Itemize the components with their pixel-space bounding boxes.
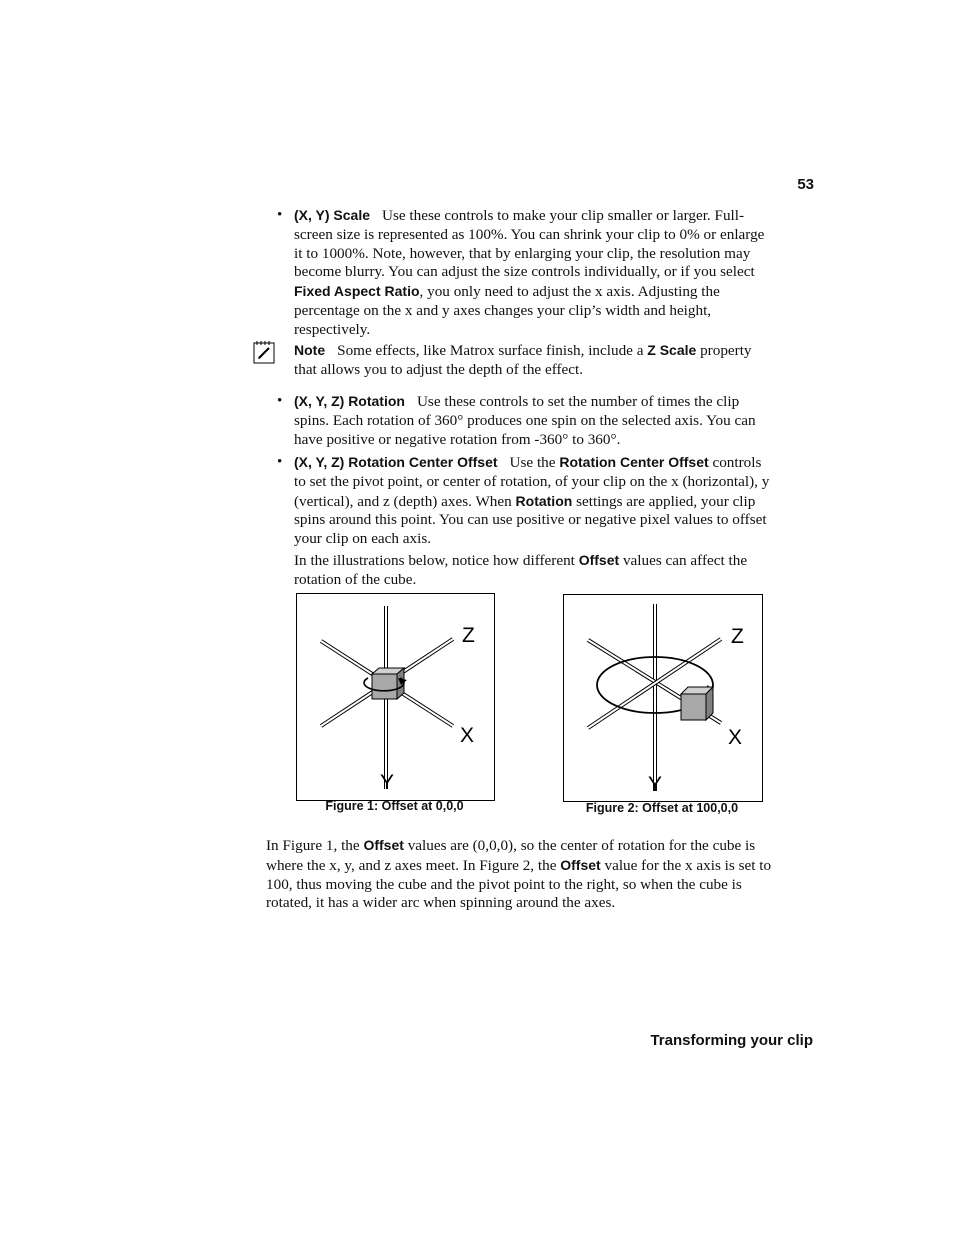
- figure-1-caption: Figure 1: Offset at 0,0,0: [325, 799, 464, 813]
- closing-term: Offset: [363, 837, 404, 853]
- bullet-rotation-center-offset: [277, 453, 772, 549]
- bullet-text: , you only need to adjust the x axis. Adjusting the percentage on the x and y axes changes your clip’s width and height, respectively.: [294, 283, 720, 338]
- bullet-text: controls to set the pivot point, or center of rotation, of your clip on the x (horizontal), y (vertical), and z (depth) axes. When: [294, 454, 770, 510]
- axis-label-z: Z: [462, 624, 475, 647]
- bullet-text: Use the: [509, 454, 560, 471]
- closing-term: Offset: [560, 856, 601, 873]
- note-pencil-icon: [253, 340, 275, 364]
- intro-term: Offset: [578, 552, 620, 568]
- bullet-mark: •: [277, 392, 283, 409]
- cube: [681, 687, 713, 720]
- intro-text: values can affect the rotation of the cube.: [294, 552, 748, 588]
- bullet-term: Fixed Aspect Ratio: [294, 283, 420, 300]
- bullet-term: Rotation: [515, 492, 573, 509]
- note: [294, 341, 772, 380]
- page-number: 53: [797, 176, 814, 193]
- closing-text: In Figure 1, the: [266, 837, 364, 854]
- note-text: property that allows you to adjust the depth of the effect.: [294, 342, 752, 378]
- bullet-lead: (X, Y, Z) Rotation: [294, 393, 405, 409]
- figure-1: [296, 593, 495, 801]
- page-footer: Transforming your clip: [650, 1032, 813, 1049]
- bullet-text: Use these controls to make your clip smaller or larger. Full-screen size is represented as 100%. You can shrink your clip to 0% or enlarge it to 1000%. Note, however, that by enlarging your clip, the resolution may become blurry. You can adjust the size controls individually, or if you select: [294, 207, 765, 281]
- closing-text: value for the x axis is set to 100, thus moving the cube and the pivot point to the right, so when the cube is rotated, it has a wider arc when spinning around the axes.: [266, 856, 772, 912]
- bullet-xy-scale: [277, 206, 772, 340]
- bullet-mark: •: [277, 453, 283, 470]
- note-label: Note: [294, 342, 326, 358]
- figure-2: [563, 594, 763, 802]
- axis-label-y: Y: [648, 773, 663, 796]
- closing-text: values are (0,0,0), so the center of rotation for the cube is where the x, y, and z axes meet. In Figure 2, the: [266, 837, 756, 874]
- note-text: Some effects, like Matrox surface finish, include a: [337, 342, 648, 359]
- axis-label-z: Z: [731, 625, 744, 648]
- figure-2-caption: Figure 2: Offset at 100,0,0: [585, 801, 739, 815]
- note-term: Z Scale: [647, 342, 697, 358]
- bullet-text: settings are applied, your clip spins around this point. You can use positive or negative pixel values to offset your clip on each axis.: [294, 492, 767, 548]
- axis-label-y: Y: [380, 771, 395, 794]
- bullet-text: Use these controls to set the number of times the clip spins. Each rotation of 360° produces one spin on the selected axis. You can have positive or negative rotation from -360° to 360°.: [294, 393, 756, 448]
- bullet-lead: (X, Y) Scale: [294, 207, 371, 223]
- axis-label-x: X: [728, 726, 743, 749]
- bullet-mark: •: [277, 206, 283, 223]
- bullet-lead: (X, Y, Z) Rotation Center Offset: [294, 454, 498, 470]
- axis-label-x: X: [460, 724, 475, 747]
- illustration-intro: [294, 551, 772, 590]
- intro-text: In the illustrations below, notice how different: [294, 552, 579, 569]
- cube: [372, 668, 404, 699]
- bullet-xyz-rotation: [277, 392, 772, 449]
- bullet-term: Rotation Center Offset: [559, 454, 709, 470]
- closing-paragraph: [266, 836, 772, 913]
